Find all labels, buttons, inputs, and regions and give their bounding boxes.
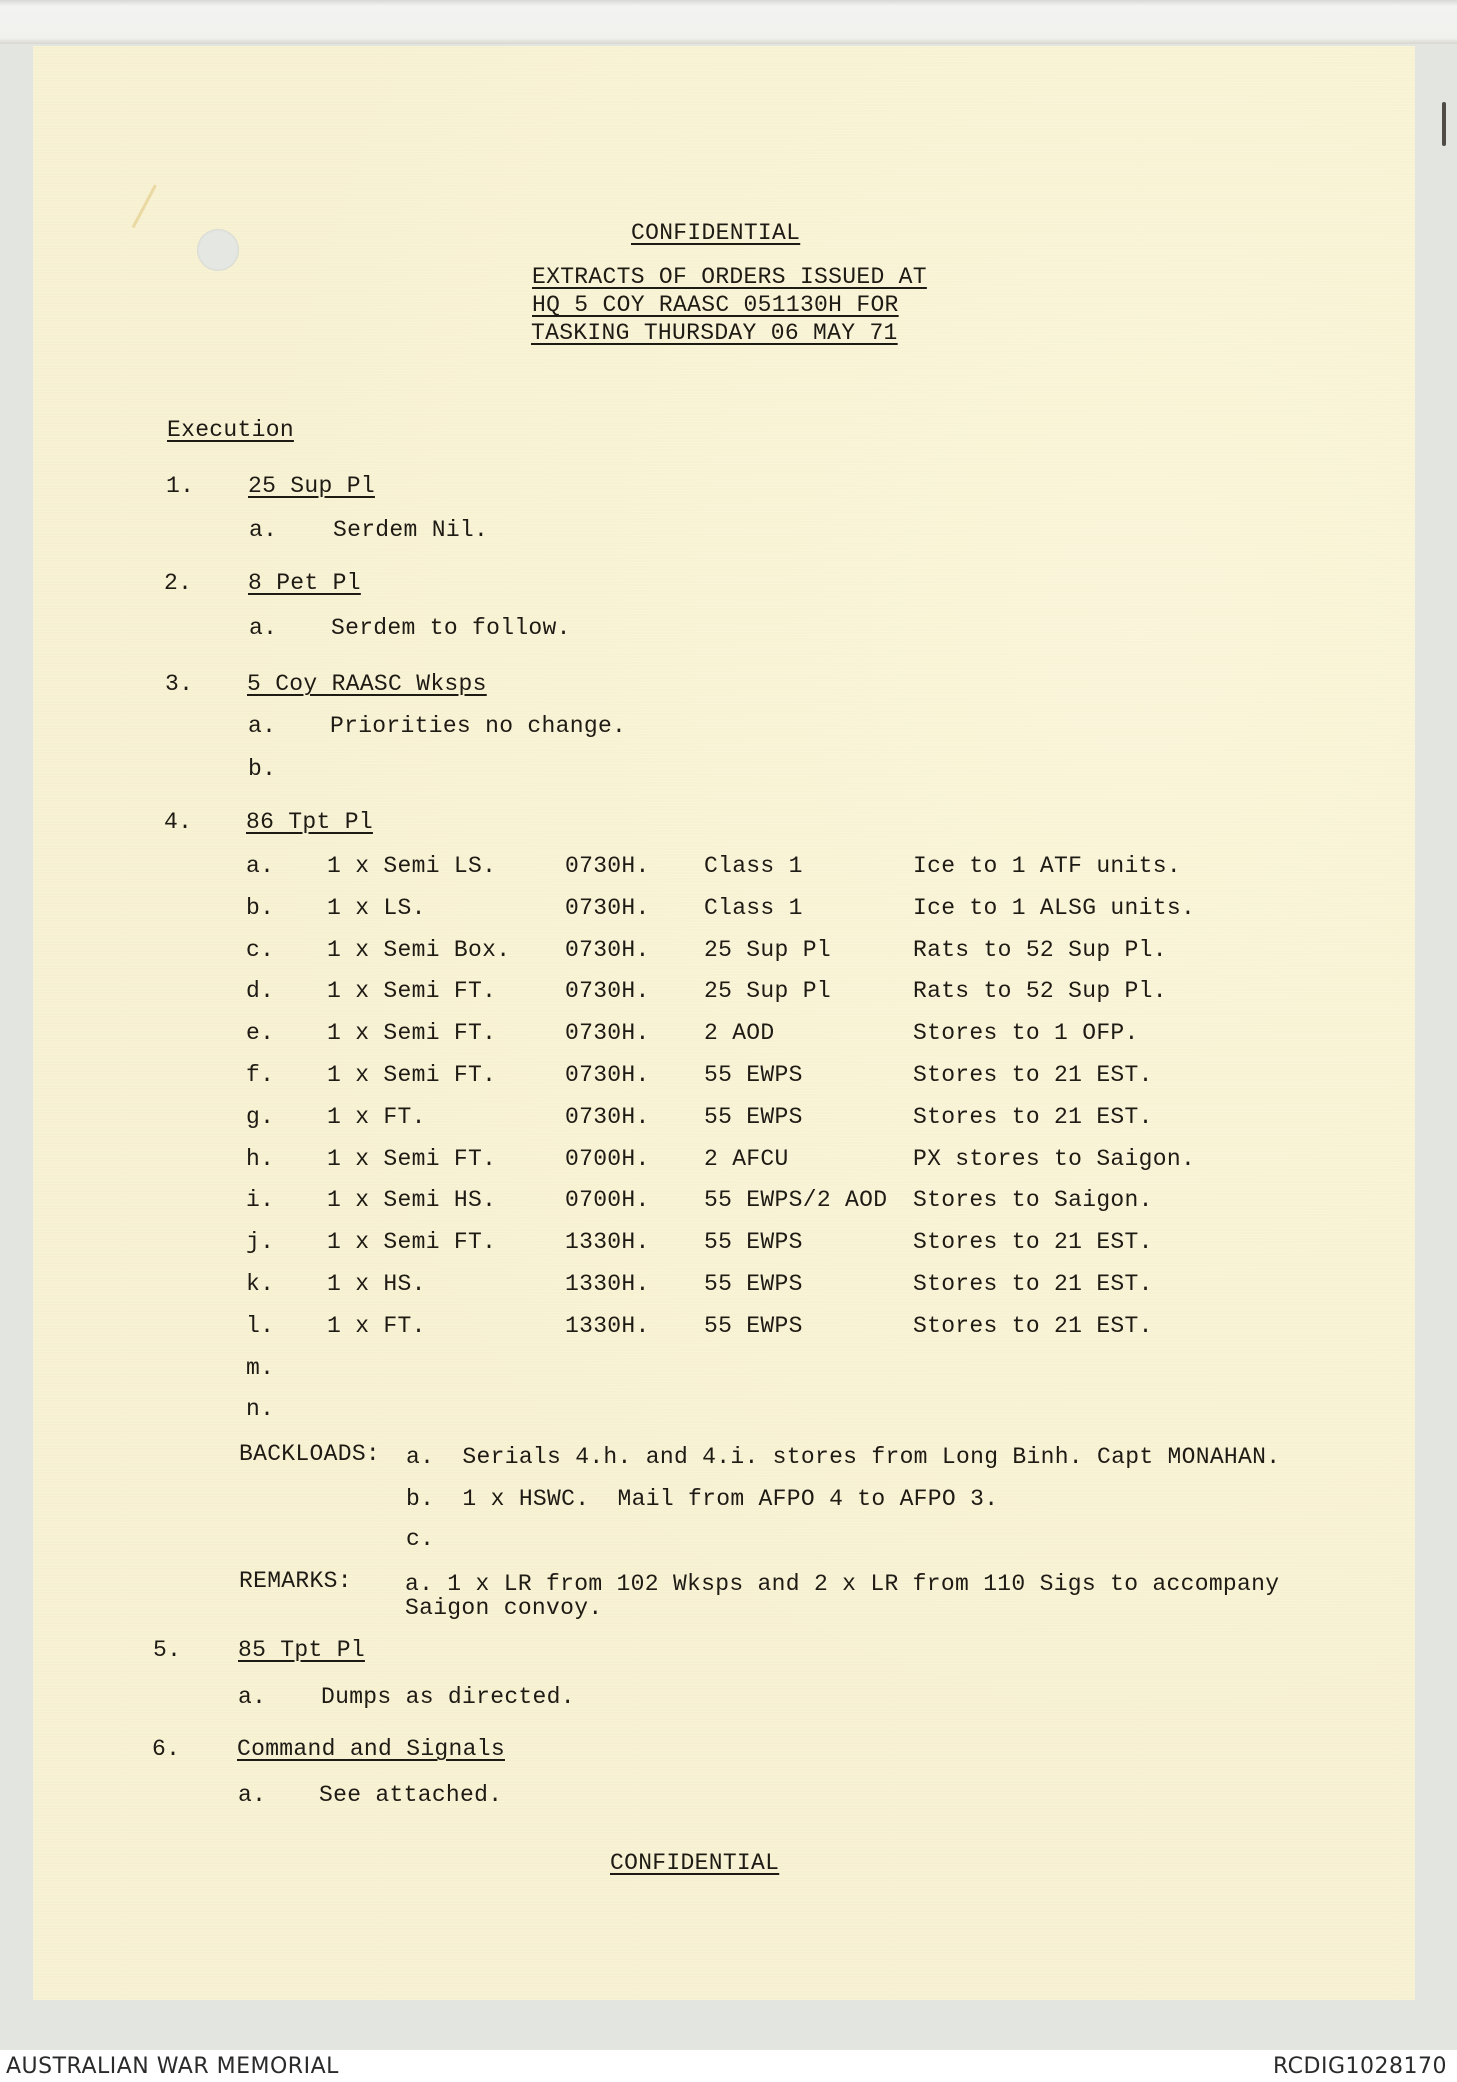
task-time: 0730H. [565, 978, 650, 1004]
para-title: 25 Sup Pl [248, 473, 375, 499]
task-description: Stores to 1 OFP. [913, 1020, 1139, 1046]
backload-item: b. 1 x HSWC. Mail from AFPO 4 to AFPO 3. [406, 1486, 999, 1512]
para-number: 2. [164, 570, 193, 596]
task-time: 0700H. [565, 1146, 650, 1172]
para-number: 5. [153, 1637, 182, 1663]
para-title: 85 Tpt Pl [238, 1637, 365, 1663]
task-source: 55 EWPS [704, 1229, 803, 1255]
task-description: Rats to 52 Sup Pl. [913, 978, 1167, 1004]
task-description: Rats to 52 Sup Pl. [913, 937, 1167, 963]
backload-item: a. Serials 4.h. and 4.i. stores from Long Binh. Capt MONAHAN. [406, 1444, 1281, 1470]
item-text: See attached. [319, 1782, 503, 1808]
task-time: 1330H. [565, 1271, 650, 1297]
task-vehicle: 1 x Semi Box. [327, 937, 511, 963]
task-vehicle: 1 x Semi FT. [327, 978, 497, 1004]
task-source: 55 EWPS [704, 1313, 803, 1339]
item-text: Serdem Nil. [333, 517, 489, 543]
task-description: Stores to 21 EST. [913, 1104, 1153, 1130]
task-source: 55 EWPS [704, 1271, 803, 1297]
task-vehicle: 1 x FT. [327, 1104, 426, 1130]
task-time: 0730H. [565, 1020, 650, 1046]
task-serial: a. [246, 853, 275, 879]
classification-bottom: CONFIDENTIAL [610, 1850, 780, 1876]
task-time: 0730H. [565, 937, 650, 963]
task-source: Class 1 [704, 895, 803, 921]
para-number: 3. [165, 671, 194, 697]
task-time: 1330H. [565, 1229, 650, 1255]
task-vehicle: 1 x Semi FT. [327, 1020, 497, 1046]
task-time: 0730H. [565, 1104, 650, 1130]
para-title: Command and Signals [237, 1736, 505, 1762]
item-letter: a. [238, 1782, 267, 1808]
backloads-label: BACKLOADS: [239, 1441, 381, 1467]
item-text: Serdem to follow. [331, 615, 571, 641]
task-serial: n. [246, 1396, 275, 1422]
item-letter: a. [249, 517, 278, 543]
item-letter: a. [249, 615, 278, 641]
task-source: 25 Sup Pl [704, 937, 831, 963]
task-serial: g. [246, 1104, 275, 1130]
para-title: 5 Coy RAASC Wksps [247, 671, 487, 697]
task-description: Stores to 21 EST. [913, 1271, 1153, 1297]
task-serial: j. [246, 1229, 275, 1255]
ink-mark [1442, 102, 1446, 146]
task-description: Stores to Saigon. [913, 1187, 1153, 1213]
task-vehicle: 1 x FT. [327, 1313, 426, 1339]
task-serial: m. [246, 1355, 275, 1381]
task-description: Ice to 1 ALSG units. [913, 895, 1196, 921]
task-serial: k. [246, 1271, 275, 1297]
task-vehicle: 1 x Semi FT. [327, 1146, 497, 1172]
task-description: Stores to 21 EST. [913, 1313, 1153, 1339]
classification-top: CONFIDENTIAL [631, 220, 801, 246]
task-source: 55 EWPS [704, 1104, 803, 1130]
backload-item: c. [406, 1526, 435, 1552]
task-serial: b. [246, 895, 275, 921]
task-serial: c. [246, 937, 275, 963]
task-description: Stores to 21 EST. [913, 1229, 1153, 1255]
para-title: 86 Tpt Pl [246, 809, 373, 835]
record-id: RCDIG1028170 [1272, 2054, 1447, 2079]
para-number: 4. [164, 809, 193, 835]
task-serial: l. [246, 1313, 275, 1339]
task-source: 2 AOD [704, 1020, 775, 1046]
task-source: 2 AFCU [704, 1146, 789, 1172]
remark-line: a. 1 x LR from 102 Wksps and 2 x LR from 110 Sigs to accompany [405, 1571, 1280, 1597]
task-vehicle: 1 x HS. [327, 1271, 426, 1297]
para-number: 6. [152, 1736, 181, 1762]
task-description: Stores to 21 EST. [913, 1062, 1153, 1088]
punch-hole [197, 229, 239, 271]
staple-mark [132, 184, 157, 228]
institution-label: AUSTRALIAN WAR MEMORIAL [6, 2054, 339, 2079]
remark-line: Saigon convoy. [405, 1595, 603, 1621]
task-description: Ice to 1 ATF units. [913, 853, 1181, 879]
task-source: 55 EWPS [704, 1062, 803, 1088]
task-time: 0730H. [565, 853, 650, 879]
title-line-3: TASKING THURSDAY 06 MAY 71 [531, 320, 898, 346]
task-serial: f. [246, 1062, 275, 1088]
task-description: PX stores to Saigon. [913, 1146, 1196, 1172]
item-letter: b. [248, 756, 277, 782]
task-source: 25 Sup Pl [704, 978, 831, 1004]
task-serial: e. [246, 1020, 275, 1046]
task-vehicle: 1 x Semi LS. [327, 853, 497, 879]
task-serial: h. [246, 1146, 275, 1172]
task-time: 0730H. [565, 895, 650, 921]
task-source: Class 1 [704, 853, 803, 879]
remarks-label: REMARKS: [239, 1568, 352, 1594]
para-number: 1. [166, 473, 195, 499]
para-title: 8 Pet Pl [248, 570, 361, 596]
task-vehicle: 1 x Semi FT. [327, 1062, 497, 1088]
title-line-2: HQ 5 COY RAASC 051130H FOR [532, 292, 899, 318]
task-vehicle: 1 x Semi HS. [327, 1187, 497, 1213]
title-line-1: EXTRACTS OF ORDERS ISSUED AT [532, 264, 927, 290]
task-time: 0730H. [565, 1062, 650, 1088]
item-text: Dumps as directed. [321, 1684, 575, 1710]
task-serial: i. [246, 1187, 275, 1213]
task-source: 55 EWPS/2 AOD [704, 1187, 888, 1213]
task-vehicle: 1 x Semi FT. [327, 1229, 497, 1255]
item-text: Priorities no change. [330, 713, 627, 739]
item-letter: a. [238, 1684, 267, 1710]
task-serial: d. [246, 978, 275, 1004]
task-time: 0700H. [565, 1187, 650, 1213]
task-vehicle: 1 x LS. [327, 895, 426, 921]
scan-top-edge [0, 0, 1457, 44]
item-letter: a. [248, 713, 277, 739]
section-heading-execution: Execution [167, 417, 294, 443]
task-time: 1330H. [565, 1313, 650, 1339]
